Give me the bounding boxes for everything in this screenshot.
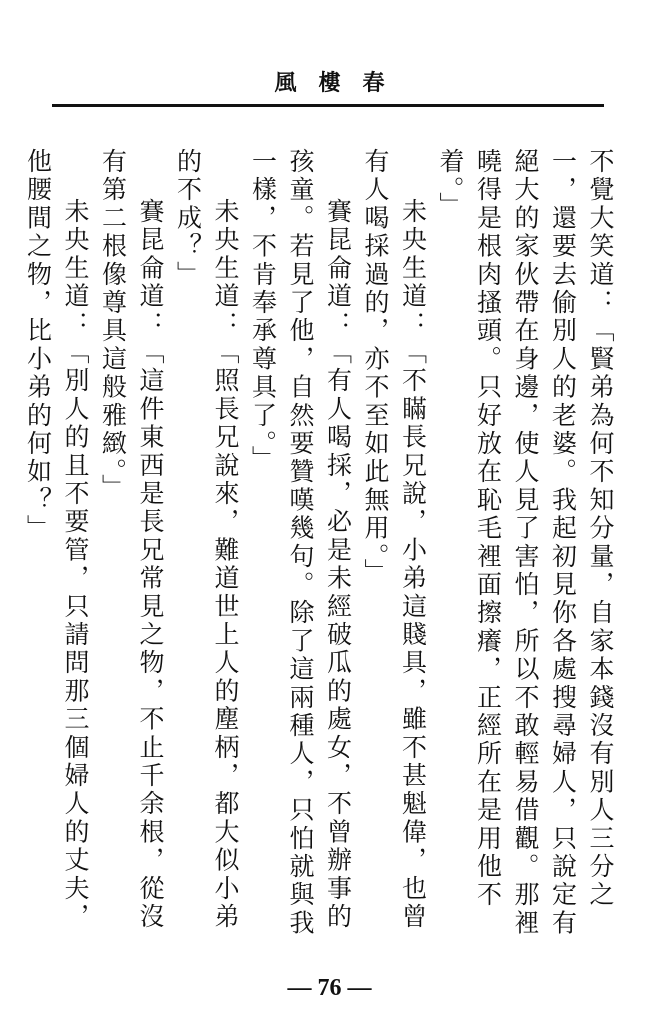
vertical-text-body (23, 148, 619, 948)
header-rule (52, 104, 604, 107)
paragraph-3: 賽昆侖道：「有人喝採，必是未經破瓜的處女，不曾辦事的孩童。若見了他，自然要贊嘆幾句。除了這兩種人，只怕就與我一樣，不肯奉承尊具了。」 (248, 148, 353, 938)
paragraph-5: 賽昆侖道：「這件東西是長兄常見之物，不止千余根，從沒有第二根像尊具這般雅緻。」 (98, 148, 165, 932)
paragraph-6: 未央生道：「別人的且不要管，只請問那三個婦人的丈夫，他腰間之物，比小弟的何如？」 (23, 148, 90, 932)
running-header-title: 風樓春 (274, 70, 407, 96)
paragraph-2: 未央生道：「不瞞長兄說，小弟這賤具，雖不甚魁偉，也曾有人喝採過的，亦不至如此無用。」 (361, 148, 428, 932)
paragraph-4: 未央生道：「照長兄說來，難道世上人的塵柄，都大似小弟的不成？」 (173, 148, 240, 932)
page-number: — 76 — (287, 975, 372, 1001)
paragraph-1: 不覺大笑道：「賢弟為何不知分量，自家本錢沒有別人三分之一，還要去偷別人的老婆。我起初見你各處搜尋婦人，只說定有絕大的家伙帶在身邊，使人見了害怕，所以不敢輕易借觀。那裡曉得是根肉搔頭。只好放在恥毛裡面擦癢，正經所在是用他不着。」 (436, 148, 615, 938)
